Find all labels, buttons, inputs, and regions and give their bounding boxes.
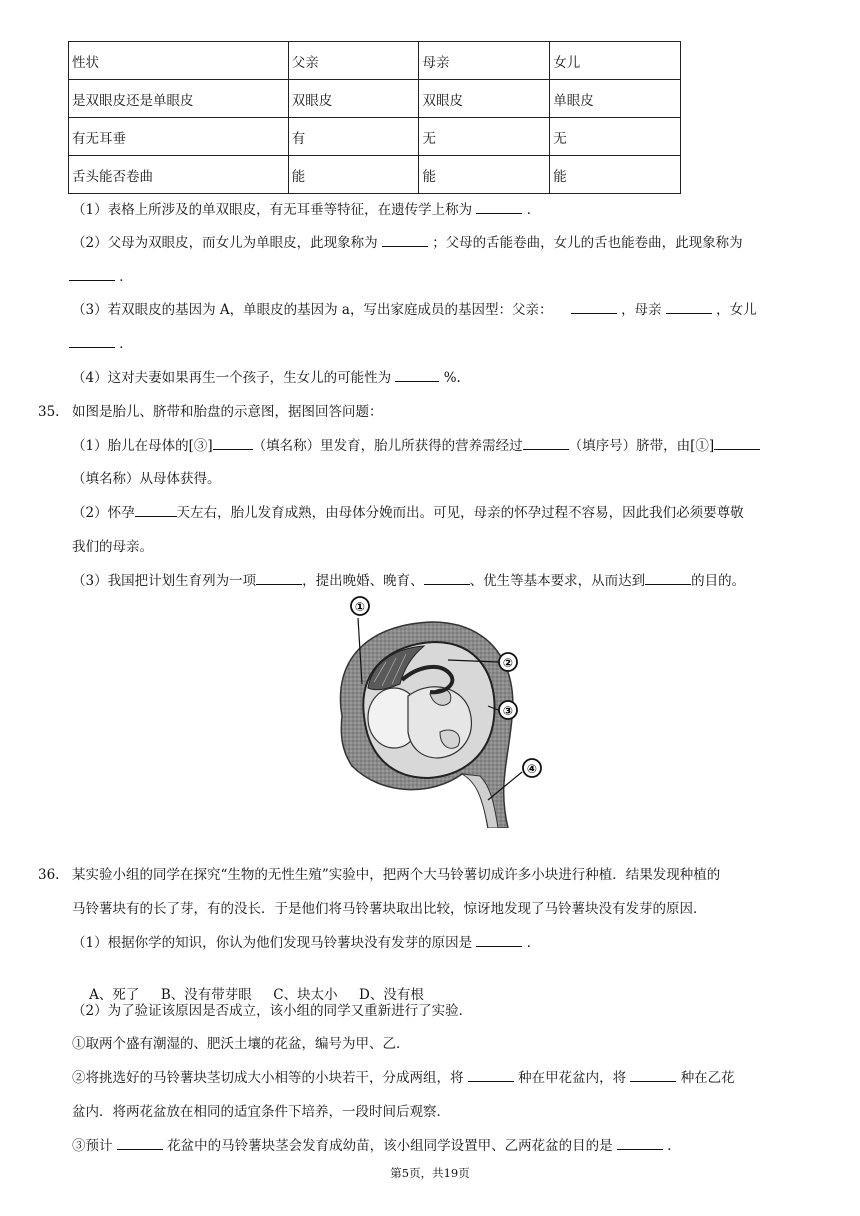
answer-blank[interactable] bbox=[645, 572, 691, 585]
q35-stem: 35. 如图是胎儿、脐带和胎盘的示意图，据图回答问题： bbox=[38, 404, 383, 420]
table-row bbox=[69, 80, 681, 118]
q36-item-2: （2）为了验证该原因是否成立，该小组的同学又重新进行了实验． bbox=[72, 1003, 473, 1019]
table-row bbox=[69, 118, 681, 156]
table-cell: 双眼皮 bbox=[419, 80, 550, 118]
svg-text:③: ③ bbox=[502, 704, 514, 718]
answer-blank[interactable] bbox=[617, 1137, 663, 1150]
traits-table bbox=[68, 41, 681, 194]
svg-text:②: ② bbox=[502, 656, 514, 670]
table-cell: 父亲 bbox=[288, 42, 419, 80]
q35-item-1: （1）胎儿在母体的[③] （填名称）里发育，胎儿所获得的营养需经过 （填序号）脐带，由[①] bbox=[72, 437, 760, 455]
fetus-placenta-diagram bbox=[312, 596, 548, 828]
answer-blank[interactable] bbox=[395, 369, 439, 382]
q36-step-1: ①取两个盛有潮湿的、肥沃土壤的花盆，编号为甲、乙． bbox=[72, 1036, 410, 1052]
table-cell: 母亲 bbox=[419, 42, 550, 80]
q34-item-2-cont: ． bbox=[69, 268, 133, 286]
table-cell: 单眼皮 bbox=[550, 80, 681, 118]
q34-item-3-cont: ． bbox=[69, 335, 133, 353]
svg-text:④: ④ bbox=[526, 762, 538, 776]
q36-step-2: ②将挑选好的马铃薯块茎切成大小相等的小块若干，分成两组，将 种在甲花盆内，将 种在乙花 bbox=[72, 1070, 735, 1086]
q34-item-2: （2）父母为双眼皮，而女儿为单眼皮，此现象称为 ；父母的舌能卷曲，女儿的舌也能卷曲，此现象称为 bbox=[72, 235, 743, 251]
table-cell: 是双眼皮还是单眼皮 bbox=[69, 80, 289, 118]
table-cell: 能 bbox=[419, 156, 550, 194]
answer-blank[interactable] bbox=[69, 335, 115, 348]
table-cell: 舌头能否卷曲 bbox=[69, 156, 289, 194]
q34-item-3: （3）若双眼皮的基因为 A，单眼皮的基因为 a，写出家庭成员的基因型：父亲： ，母亲 ，女儿 bbox=[72, 302, 757, 318]
q34-item-4: （4）这对夫妻如果再生一个孩子，生女儿的可能性为 %. bbox=[72, 370, 461, 386]
q36-stem: 36. 某实验小组的同学在探究“生物的无性生殖”实验中，把两个大马铃薯切成许多小块进行种植．结果发现种植的 bbox=[38, 867, 721, 883]
q34-item-1: （1）表格上所涉及的单双眼皮，有无耳垂等特征，在遗传学上称为 ． bbox=[72, 202, 541, 218]
answer-blank[interactable] bbox=[69, 268, 115, 281]
q36-stem-cont: 马铃薯块有的长了芽，有的没长．于是他们将马铃薯块取出比较，惊讶地发现了马铃薯块没有发芽的原因． bbox=[72, 901, 707, 917]
answer-blank[interactable] bbox=[256, 572, 302, 585]
q35-item-1-cont: （填名称）从母体获得。 bbox=[72, 471, 221, 487]
table-cell: 性状 bbox=[69, 42, 289, 80]
answer-blank[interactable] bbox=[630, 1069, 676, 1082]
table-cell: 有 bbox=[288, 118, 419, 156]
page-footer: 第5页，共19页 bbox=[390, 1166, 470, 1180]
answer-blank[interactable] bbox=[523, 437, 569, 450]
answer-blank[interactable] bbox=[571, 301, 617, 314]
q35-item-3: （3）我国把计划生育列为一项 ，提出晚婚、晚育、 、优生等基本要求，从而达到 的目的。 bbox=[72, 573, 746, 589]
answer-blank[interactable] bbox=[424, 572, 470, 585]
q36-step-3: ③预计 花盆中的马铃薯块茎会发育成幼苗，该小组同学设置甲、乙两花盆的目的是 ． bbox=[72, 1138, 681, 1154]
answer-blank[interactable] bbox=[135, 504, 177, 517]
q36-options: A、死了 B、没有带芽眼 C、块太小 D、没有根 bbox=[89, 987, 424, 1003]
table-cell: 无 bbox=[419, 118, 550, 156]
answer-blank[interactable] bbox=[213, 437, 253, 450]
label-3 bbox=[499, 701, 517, 719]
table-cell: 双眼皮 bbox=[288, 80, 419, 118]
table-row bbox=[69, 42, 681, 80]
q35-item-2: （2）怀孕 天左右，胎儿发育成熟，由母体分娩而出。可见，母亲的怀孕过程不容易，因此我们必须要尊敬 bbox=[72, 505, 744, 521]
table-cell: 无 bbox=[550, 118, 681, 156]
table-cell: 能 bbox=[550, 156, 681, 194]
q36-item-1: （1）根据你学的知识，你认为他们发现马铃薯块没有发芽的原因是 ． bbox=[72, 935, 541, 951]
answer-blank[interactable] bbox=[382, 234, 428, 247]
answer-blank[interactable] bbox=[468, 1069, 514, 1082]
answer-blank[interactable] bbox=[714, 437, 760, 450]
table-cell: 有无耳垂 bbox=[69, 118, 289, 156]
label-1 bbox=[351, 597, 369, 615]
answer-blank[interactable] bbox=[666, 301, 712, 314]
label-2 bbox=[499, 653, 517, 671]
answer-blank[interactable] bbox=[476, 201, 522, 214]
answer-blank[interactable] bbox=[117, 1137, 163, 1150]
label-4 bbox=[523, 759, 541, 777]
q35-item-2-cont: 我们的母亲。 bbox=[72, 539, 153, 555]
svg-text:①: ① bbox=[354, 600, 366, 614]
table-cell: 女儿 bbox=[550, 42, 681, 80]
table-row bbox=[69, 156, 681, 194]
table-cell: 能 bbox=[288, 156, 419, 194]
answer-blank[interactable] bbox=[476, 934, 522, 947]
q36-step-2-cont: 盆内．将两花盆放在相同的适宜条件下培养，一段时间后观察． bbox=[72, 1104, 450, 1120]
